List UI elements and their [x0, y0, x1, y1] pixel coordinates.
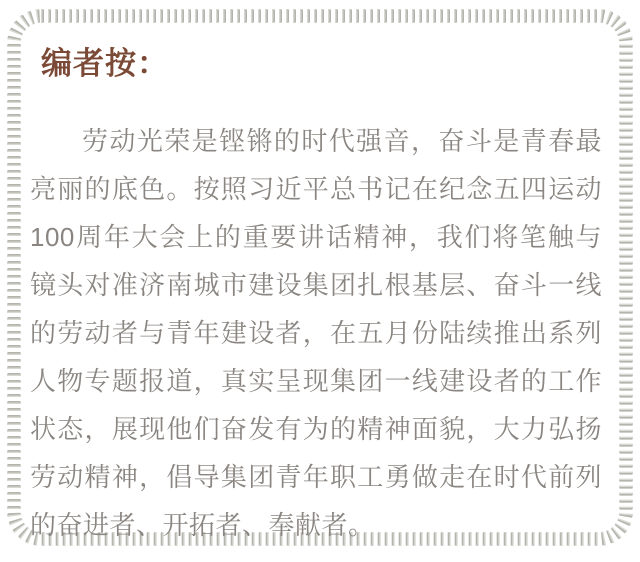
note-paragraph: 劳动光荣是铿锵的时代强音，奋斗是青春最亮丽的底色。按照习近平总书记在纪念五四运动100周年大会上的重要讲话精神，我们将笔触与镜头对准济南城市建设集团扎根基层、奋斗一线的劳动者与青年建设者，在五月份陆续推出系列人物专题报道，真实呈现集团一线建设者的工作状态，展现他们奋发有为的精神面貌，大力弘扬劳动精神，倡导集团青年职工勇做走在时代前列的奋进者、开拓者、奉献者。 — [30, 126, 602, 540]
note-content — [30, 46, 602, 549]
note-heading: 编者按： — [41, 46, 169, 81]
